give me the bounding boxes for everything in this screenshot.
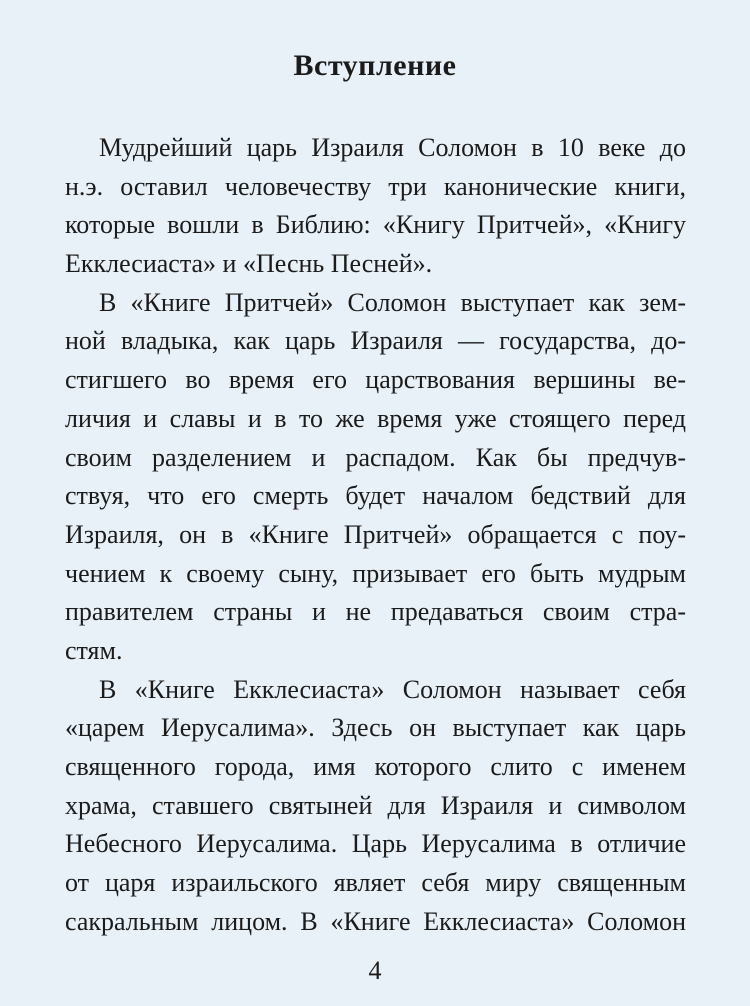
text-line: «царем Иерусалима». Здесь он выступает как царь (65, 713, 686, 743)
text-line: В «Книге Притчей» Соломон выступает как зем- (99, 287, 686, 317)
text-line: ствуя, что его смерть будет началом бедствий для (65, 481, 686, 511)
text-line: правителем страны и не предаваться своим стра- (65, 597, 686, 627)
text-line: стям. (65, 635, 123, 665)
text-line: от царя израильского являет себя миру священным (65, 868, 686, 898)
text-line: н.э. оставил человечеству три канонические книги, (65, 171, 686, 201)
text-line: Екклесиаста» и «Песнь Песней». (65, 249, 433, 279)
text-line: чением к своему сыну, призывает его быть мудрым (65, 558, 686, 588)
page-number: 4 (368, 956, 382, 986)
paragraph (65, 671, 686, 942)
text-line: В «Книге Екклесиаста» Соломон называет себя (99, 674, 686, 704)
text-line: своим разделением и распадом. Как бы предчув- (65, 442, 686, 472)
text-line: личия и славы и в то же время уже стоящего перед (65, 403, 686, 433)
paragraph (65, 129, 686, 284)
text-line: стигшего во время его царствования вершины ве- (65, 365, 686, 395)
text-line: Мудрейший царь Израиля Соломон в 10 веке до (99, 133, 686, 162)
page-title: Вступление (293, 49, 457, 82)
paragraph (65, 284, 686, 671)
text-line: Небесного Иерусалима. Царь Иерусалима в отличие (65, 829, 686, 859)
text-line: храма, ставшего святыней для Израиля и символом (65, 790, 686, 820)
page-content (65, 129, 686, 941)
text-line: ной владыка, как царь Израиля — государства, до- (65, 326, 686, 356)
text-line: сакральным лицом. В «Книге Екклесиаста» Соломон (65, 906, 686, 936)
text-line: Израиля, он в «Книге Притчей» обращается с поу- (65, 519, 686, 549)
text-line: священного города, имя которого слито с именем (65, 752, 686, 781)
text-line: которые вошли в Библию: «Книгу Притчей», «Книгу (65, 210, 686, 240)
